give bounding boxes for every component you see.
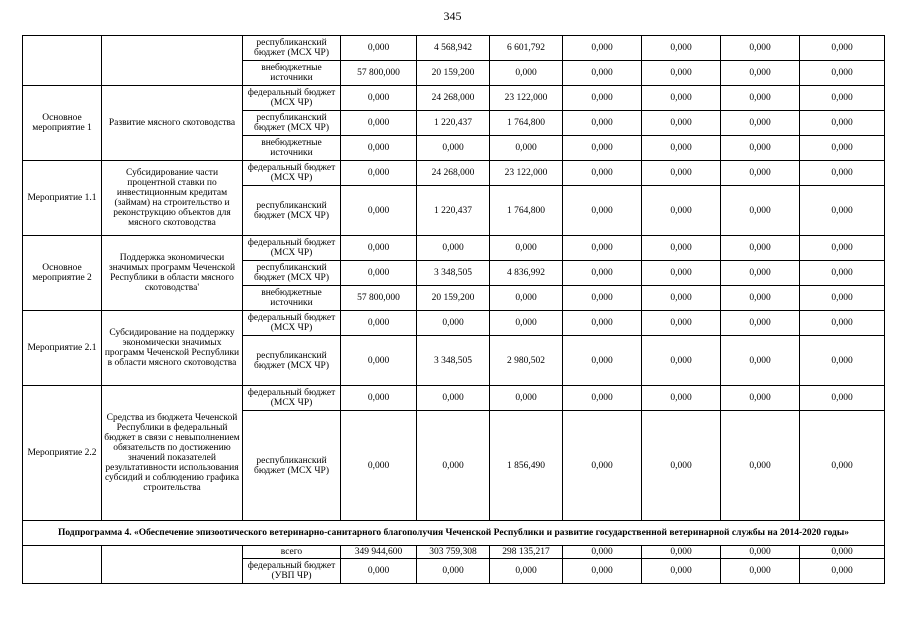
event-cell: Основное мероприятие 2 bbox=[23, 236, 102, 311]
table-row bbox=[23, 311, 885, 336]
table-row bbox=[23, 161, 885, 186]
value-cell: 0,000 bbox=[417, 311, 490, 336]
value-cell: 0,000 bbox=[721, 286, 800, 311]
value-cell: 303 759,308 bbox=[417, 546, 490, 559]
table-row bbox=[23, 386, 885, 411]
table-row bbox=[23, 86, 885, 111]
value-cell: 0,000 bbox=[341, 386, 417, 411]
value-cell: 1 764,800 bbox=[490, 111, 563, 136]
value-cell: 0,000 bbox=[642, 311, 721, 336]
source-cell: федеральный бюджет (МСХ ЧР) bbox=[243, 86, 341, 111]
value-cell: 0,000 bbox=[563, 546, 642, 559]
value-cell: 0,000 bbox=[563, 36, 642, 61]
value-cell: 0,000 bbox=[341, 111, 417, 136]
value-cell: 0,000 bbox=[721, 136, 800, 161]
value-cell: 0,000 bbox=[417, 386, 490, 411]
name-cell: Поддержка экономически значимых программ Чеченской Республики в области мясного скотоводства' bbox=[102, 236, 243, 311]
value-cell: 0,000 bbox=[341, 559, 417, 584]
value-cell: 0,000 bbox=[800, 411, 885, 521]
budget-table bbox=[22, 35, 885, 584]
value-cell: 0,000 bbox=[563, 411, 642, 521]
source-cell: республиканский бюджет (МСХ ЧР) bbox=[243, 36, 341, 61]
value-cell: 0,000 bbox=[341, 186, 417, 236]
value-cell: 0,000 bbox=[721, 36, 800, 61]
source-cell: всего bbox=[243, 546, 341, 559]
value-cell: 24 268,000 bbox=[417, 86, 490, 111]
source-cell: внебюджетные источники bbox=[243, 61, 341, 86]
value-cell: 0,000 bbox=[563, 161, 642, 186]
event-cell bbox=[23, 546, 102, 584]
value-cell: 24 268,000 bbox=[417, 161, 490, 186]
source-cell: республиканский бюджет (МСХ ЧР) bbox=[243, 411, 341, 521]
value-cell: 0,000 bbox=[417, 411, 490, 521]
value-cell: 0,000 bbox=[721, 546, 800, 559]
source-cell: федеральный бюджет (МСХ ЧР) bbox=[243, 386, 341, 411]
event-cell: Основное мероприятие 1 bbox=[23, 86, 102, 161]
value-cell: 0,000 bbox=[800, 61, 885, 86]
value-cell: 0,000 bbox=[721, 186, 800, 236]
value-cell: 0,000 bbox=[490, 236, 563, 261]
value-cell: 0,000 bbox=[800, 311, 885, 336]
event-cell bbox=[23, 36, 102, 86]
event-cell: Мероприятие 1.1 bbox=[23, 161, 102, 236]
value-cell: 0,000 bbox=[417, 559, 490, 584]
source-cell: республиканский бюджет (МСХ ЧР) bbox=[243, 186, 341, 236]
value-cell: 0,000 bbox=[800, 86, 885, 111]
value-cell: 0,000 bbox=[563, 286, 642, 311]
value-cell: 1 856,490 bbox=[490, 411, 563, 521]
value-cell: 0,000 bbox=[642, 186, 721, 236]
value-cell: 0,000 bbox=[490, 386, 563, 411]
value-cell: 0,000 bbox=[800, 111, 885, 136]
value-cell: 0,000 bbox=[642, 261, 721, 286]
event-cell: Мероприятие 2.2 bbox=[23, 386, 102, 521]
name-cell: Развитие мясного скотоводства bbox=[102, 86, 243, 161]
value-cell: 0,000 bbox=[642, 386, 721, 411]
value-cell: 2 980,502 bbox=[490, 336, 563, 386]
value-cell: 0,000 bbox=[800, 261, 885, 286]
name-cell: Субсидирование на поддержку экономически значимых программ Чеченской Республики в области мясного скотоводства bbox=[102, 311, 243, 386]
value-cell: 0,000 bbox=[721, 386, 800, 411]
value-cell: 0,000 bbox=[800, 161, 885, 186]
page-number: 345 bbox=[443, 9, 462, 23]
value-cell: 0,000 bbox=[341, 336, 417, 386]
value-cell: 0,000 bbox=[341, 236, 417, 261]
value-cell: 0,000 bbox=[800, 286, 885, 311]
value-cell: 0,000 bbox=[642, 411, 721, 521]
value-cell: 349 944,600 bbox=[341, 546, 417, 559]
value-cell: 0,000 bbox=[563, 186, 642, 236]
subprogram-title: Подпрограмма 4. «Обеспечение эпизоотического ветеринарно-санитарного благополучия Чеченской Республики и развитие государственной ветеринарной службы на 2014-2020 годы» bbox=[23, 521, 885, 546]
subprogram-row bbox=[23, 521, 885, 546]
value-cell: 0,000 bbox=[800, 136, 885, 161]
value-cell: 0,000 bbox=[341, 161, 417, 186]
value-cell: 0,000 bbox=[490, 311, 563, 336]
value-cell: 0,000 bbox=[721, 111, 800, 136]
value-cell: 0,000 bbox=[341, 311, 417, 336]
source-cell: федеральный бюджет (МСХ ЧР) bbox=[243, 236, 341, 261]
value-cell: 0,000 bbox=[721, 161, 800, 186]
value-cell: 0,000 bbox=[800, 36, 885, 61]
table-row bbox=[23, 236, 885, 261]
value-cell: 0,000 bbox=[563, 386, 642, 411]
value-cell: 0,000 bbox=[642, 559, 721, 584]
value-cell: 0,000 bbox=[721, 411, 800, 521]
value-cell: 0,000 bbox=[642, 111, 721, 136]
value-cell: 3 348,505 bbox=[417, 336, 490, 386]
value-cell: 57 800,000 bbox=[341, 61, 417, 86]
name-cell: Средства из бюджета Чеченской Республики в федеральный бюджет в связи с невыполнением обязательств по достижению значений показателей результативности использования субсидий и соблюдению графика строительства bbox=[102, 386, 243, 521]
source-cell: республиканский бюджет (МСХ ЧР) bbox=[243, 336, 341, 386]
value-cell: 57 800,000 bbox=[341, 286, 417, 311]
value-cell: 0,000 bbox=[642, 336, 721, 386]
value-cell: 0,000 bbox=[563, 111, 642, 136]
value-cell: 0,000 bbox=[642, 236, 721, 261]
value-cell: 0,000 bbox=[563, 559, 642, 584]
table-row bbox=[23, 546, 885, 559]
value-cell: 0,000 bbox=[721, 559, 800, 584]
value-cell: 1 220,437 bbox=[417, 186, 490, 236]
value-cell: 6 601,792 bbox=[490, 36, 563, 61]
value-cell: 0,000 bbox=[563, 236, 642, 261]
value-cell: 20 159,200 bbox=[417, 61, 490, 86]
value-cell: 0,000 bbox=[642, 546, 721, 559]
value-cell: 4 568,942 bbox=[417, 36, 490, 61]
source-cell: республиканский бюджет (МСХ ЧР) bbox=[243, 261, 341, 286]
value-cell: 0,000 bbox=[800, 236, 885, 261]
value-cell: 0,000 bbox=[800, 336, 885, 386]
value-cell: 0,000 bbox=[341, 136, 417, 161]
table-row bbox=[23, 36, 885, 61]
source-cell: внебюджетные источники bbox=[243, 286, 341, 311]
value-cell: 23 122,000 bbox=[490, 161, 563, 186]
value-cell: 0,000 bbox=[341, 86, 417, 111]
name-cell bbox=[102, 36, 243, 86]
source-cell: внебюджетные источники bbox=[243, 136, 341, 161]
value-cell: 0,000 bbox=[642, 286, 721, 311]
value-cell: 298 135,217 bbox=[490, 546, 563, 559]
value-cell: 0,000 bbox=[721, 336, 800, 386]
value-cell: 20 159,200 bbox=[417, 286, 490, 311]
value-cell: 0,000 bbox=[800, 186, 885, 236]
value-cell: 0,000 bbox=[341, 411, 417, 521]
value-cell: 0,000 bbox=[490, 286, 563, 311]
value-cell: 0,000 bbox=[642, 86, 721, 111]
value-cell: 0,000 bbox=[800, 546, 885, 559]
value-cell: 0,000 bbox=[490, 61, 563, 86]
value-cell: 3 348,505 bbox=[417, 261, 490, 286]
value-cell: 1 764,800 bbox=[490, 186, 563, 236]
value-cell: 0,000 bbox=[563, 86, 642, 111]
value-cell: 0,000 bbox=[341, 36, 417, 61]
value-cell: 0,000 bbox=[800, 559, 885, 584]
value-cell: 0,000 bbox=[642, 136, 721, 161]
value-cell: 0,000 bbox=[721, 86, 800, 111]
value-cell: 0,000 bbox=[642, 61, 721, 86]
value-cell: 0,000 bbox=[563, 136, 642, 161]
value-cell: 0,000 bbox=[721, 61, 800, 86]
source-cell: федеральный бюджет (МСХ ЧР) bbox=[243, 311, 341, 336]
value-cell: 0,000 bbox=[563, 311, 642, 336]
event-cell: Мероприятие 2.1 bbox=[23, 311, 102, 386]
value-cell: 0,000 bbox=[721, 236, 800, 261]
value-cell: 0,000 bbox=[490, 559, 563, 584]
source-cell: федеральный бюджет (УВП ЧР) bbox=[243, 559, 341, 584]
value-cell: 0,000 bbox=[642, 161, 721, 186]
value-cell: 0,000 bbox=[721, 261, 800, 286]
value-cell: 4 836,992 bbox=[490, 261, 563, 286]
value-cell: 23 122,000 bbox=[490, 86, 563, 111]
source-cell: республиканский бюджет (МСХ ЧР) bbox=[243, 111, 341, 136]
name-cell bbox=[102, 546, 243, 584]
value-cell: 0,000 bbox=[563, 336, 642, 386]
value-cell: 0,000 bbox=[490, 136, 563, 161]
value-cell: 1 220,437 bbox=[417, 111, 490, 136]
source-cell: федеральный бюджет (МСХ ЧР) bbox=[243, 161, 341, 186]
value-cell: 0,000 bbox=[341, 261, 417, 286]
value-cell: 0,000 bbox=[563, 61, 642, 86]
value-cell: 0,000 bbox=[721, 311, 800, 336]
value-cell: 0,000 bbox=[642, 36, 721, 61]
value-cell: 0,000 bbox=[563, 261, 642, 286]
name-cell: Субсидирование части процентной ставки по инвестиционным кредитам (займам) на строительство и реконструкцию объектов для мясного скотоводства bbox=[102, 161, 243, 236]
value-cell: 0,000 bbox=[417, 236, 490, 261]
value-cell: 0,000 bbox=[417, 136, 490, 161]
value-cell: 0,000 bbox=[800, 386, 885, 411]
